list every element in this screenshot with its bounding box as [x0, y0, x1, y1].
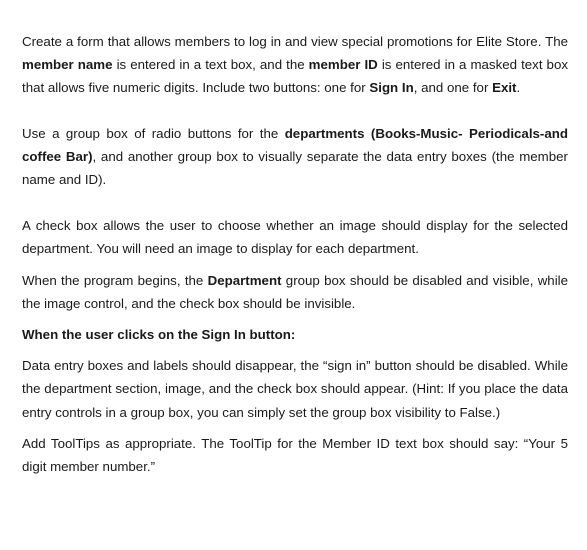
bold-member-id: member ID: [308, 57, 378, 73]
text-run: When the program begins, the: [22, 272, 208, 288]
paragraph-form-requirements: [22, 30, 568, 100]
text-run: Use a group box of radio buttons for the: [22, 125, 285, 141]
paragraph-group-boxes: [22, 122, 568, 192]
bold-departments: departments (Books-Music- Periodicals-and coffee Bar): [22, 125, 568, 164]
bold-sign-in: Sign In: [369, 80, 414, 96]
bold-sign-in-heading: When the user clicks on the Sign In button:: [22, 327, 296, 343]
text-run: Add ToolTips as appropriate. The ToolTip for the Member ID text box should say: “Your 5 digit member number.”: [22, 435, 568, 475]
text-run: Create a form that allows members to log in and view special promotions for Elite Store. The: [22, 34, 568, 49]
text-run: Data entry boxes and labels should disappear, the “sign in” button should be disabled. While the department section, image, and the check box should appear. (Hint: If you place the data entry controls in a group box, you can simply set the group box visibility to False.): [22, 358, 568, 420]
paragraph-sign-in-behavior: [22, 354, 568, 424]
text-run: is entered in a text box, and the: [112, 57, 309, 73]
text-run: , and one for: [413, 80, 493, 96]
bold-department: Department: [207, 272, 282, 288]
text-run: A check box allows the user to choose whether an image should display for the selected department. You will need an image to display for each department.: [22, 218, 568, 257]
paragraph-program-begins: [22, 269, 568, 315]
bold-member-name: member name: [22, 57, 113, 73]
paragraph-tooltips: [22, 432, 568, 478]
bold-exit: Exit: [492, 80, 517, 96]
paragraph-sign-in-heading: [22, 323, 568, 346]
text-run: group box should be disabled and visible, while the image control, and the check box should be invisible.: [22, 272, 568, 311]
paragraph-check-box: [22, 214, 568, 260]
text-run: is entered in a masked text box that allows five numeric digits. Include two buttons: one for: [22, 57, 568, 96]
text-run: , and another group box to visually separate the data entry boxes (the member name and ID).: [22, 148, 568, 188]
text-run: .: [516, 80, 521, 96]
document-body: [22, 30, 568, 478]
